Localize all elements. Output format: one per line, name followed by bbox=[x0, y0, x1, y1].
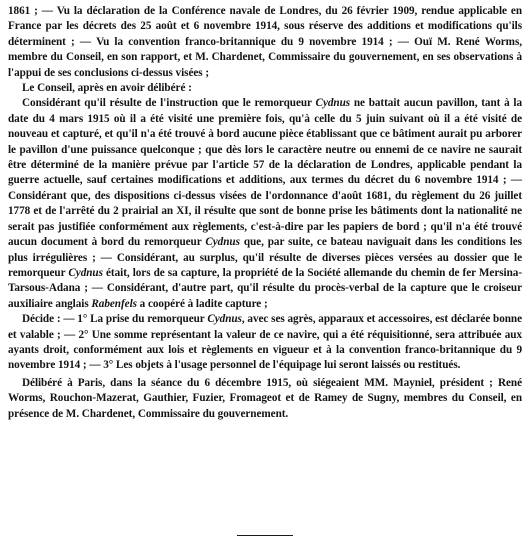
text-run: a coopéré à ladite capture ; bbox=[136, 297, 268, 310]
text-run: Décide : — 1° La prise du remorqueur bbox=[22, 313, 208, 326]
document-body bbox=[8, 4, 522, 422]
closing-rule bbox=[237, 535, 293, 536]
paragraph-p3 bbox=[8, 96, 522, 312]
text-run: Le Conseil, après en avoir délibéré : bbox=[22, 82, 192, 95]
text-run: Considérant qu'il résulte de l'instruction que le remorqueur bbox=[22, 97, 316, 110]
italic-run: Rabenfels bbox=[91, 297, 137, 310]
text-run: , avec ses agrès, apparaux et accessoires, est déclarée bonne et valable ; — 2° Une somme représentant la valeur de ce navire, qui a été réquisitionné, sera attribuée aux ayants droit, conformément aux lois et règlements en vigueur et à la convention franco-britannique du 9 novembre 1914 ; — 3° Les objets à l'usage personnel de l'équipage lui seront laissés ou restitués. bbox=[8, 313, 522, 372]
paragraph-p5 bbox=[8, 376, 522, 422]
text-run: Délibéré à Paris, dans la séance du 6 décembre 1915, où siégeaient MM. Mayniel, président ; René Worms, Rouchon-Mazerat, Gauthier, Fuzier, Fromageot et de Ramey de Sugny, membres du Conseil, en présence de M. Chardenet, Commissaire du gouvernement. bbox=[8, 376, 522, 420]
text-run: ne battait aucun pavillon, tant à la date du 4 mars 1915 où il a été visité une première fois, qu'à celle du 5 juin suivant où il a été visité de nouveau et capturé, et qu'il n'a été trouvé à bord aucune pièce établissant que ce bâtiment aurait pu arborer le pavillon d'une puissance quelconque ; que dès lors le caractère neutre ou ennemi de ce navire ne saurait être déterminé de la manière prévue par l'article 57 de la déclaration de Londres, applicable pendant la guerre actuelle, sauf certaines modifications et additions, aux termes du décret du 6 novembre 1914 ; — Considérant que, des dispositions ci-dessus visées de l'ordonnance d'août 1681, du règlement du 26 juillet 1778 et de l'arrêté du 2 prairial an XI, il résulte que sont de bonne prise les bâtiments dont la nationalité ne serait pas justifiée conformément aux règlements, c'est-à-dire par les papiers de bord ; qu'il n'a été trouvé aucun document à bord du remorqueur bbox=[8, 97, 522, 249]
italic-run: Cydnus bbox=[315, 97, 351, 110]
paragraph-p4 bbox=[8, 312, 522, 374]
text-run: que, par suite, ce bateau naviguait dans les conditions les plus irrégulières ; — Considérant, au surplus, qu'il résulte de diverses pièces versées au dossier que le remorqueur bbox=[8, 236, 522, 279]
italic-run: Cydnus bbox=[68, 266, 103, 279]
paragraph-p2 bbox=[8, 81, 522, 96]
paragraph-p1 bbox=[8, 4, 522, 81]
text-run: 1861 ; — Vu la déclaration de la Conférence navale de Londres, du 26 février 1909, rendue applicable en France par les décrets des 25 août et 6 novembre 1914, sous réserve des additions et modifications qu'ils déterminent ; — Vu la convention franco-britannique du 9 novembre 1914 ; — Ouï M. René Worms, membre du Conseil, en son rapport, et M. Chardenet, Commissaire du gouvernement, en ses observations à l'appui de ses conclusions ci-dessus visées ; bbox=[8, 5, 522, 79]
italic-run: Cydnus bbox=[207, 313, 242, 326]
italic-run: Cydnus bbox=[205, 236, 240, 249]
text-run: était, lors de sa capture, la propriété de la Société allemande du chemin de fer Mersina-Tarsous-Adana ; — Considérant, d'autre part, qu'il résulte du procès-verbal de la capture que le croiseur auxiliaire anglais bbox=[8, 266, 523, 310]
